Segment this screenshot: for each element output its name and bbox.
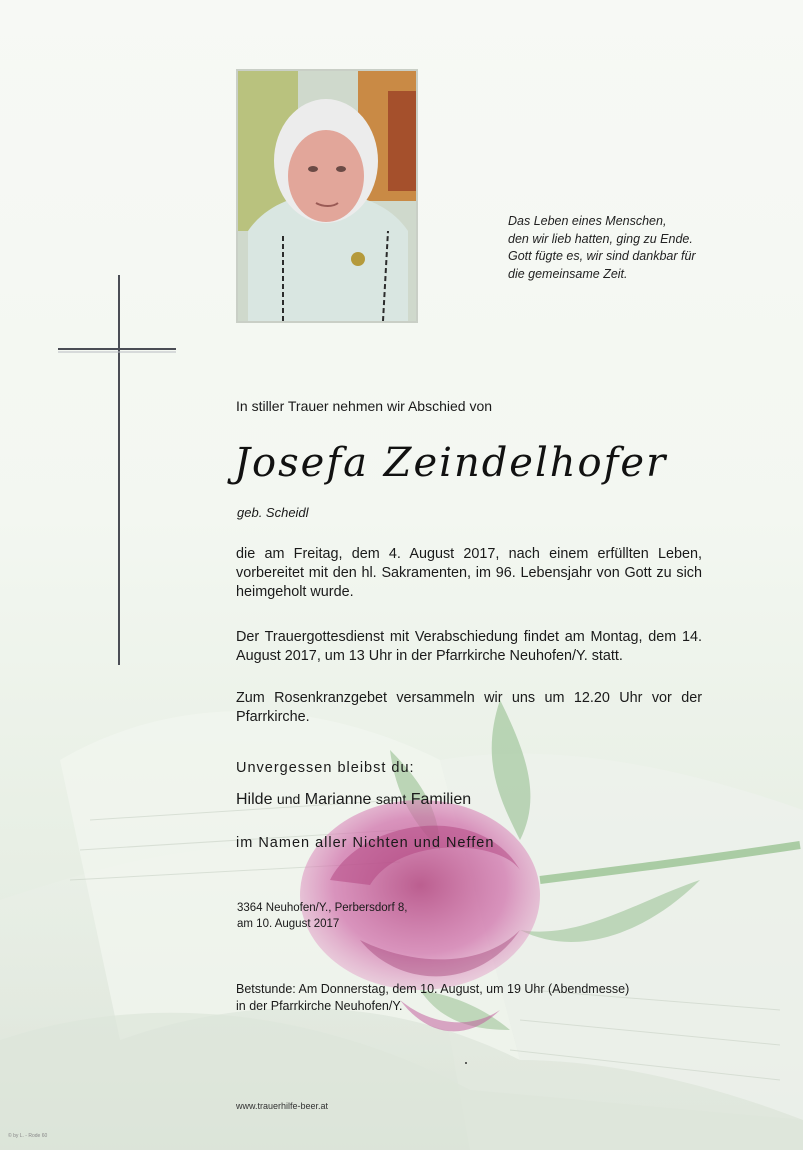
imprint-note: © by L. - Rode 60	[8, 1133, 48, 1139]
prayer-line: Betstunde: Am Donnerstag, dem 10. August, um 19 Uhr (Abendmesse)	[236, 982, 630, 996]
mourners-connector: und	[276, 791, 301, 807]
cross-icon	[58, 275, 178, 665]
intro-text: In stiller Trauer nehmen wir Abschied von	[236, 398, 493, 414]
mourners-families: Familien	[410, 791, 472, 808]
address-block	[237, 900, 408, 932]
maiden-name: geb. Scheidl	[237, 505, 309, 520]
verse-line: den wir lieb hatten, ging zu Ende.	[508, 231, 693, 246]
funeral-service-text: Der Trauergottesdienst mit Verabschiedung findet am Montag, dem 14. August 2017, um 13 Uhr in der Pfarrkirche Neuhofen/Y. statt.	[236, 629, 702, 664]
date-line: am 10. August 2017	[237, 918, 340, 930]
dot-mark	[465, 1062, 467, 1064]
memorial-verse	[508, 213, 748, 283]
relatives-line: im Namen aller Nichten und Neffen	[236, 835, 495, 851]
mourners-connector: samt	[375, 791, 407, 807]
prayer-hour-block	[236, 981, 629, 1015]
rosary-text: Zum Rosenkranzgebet versammeln wir uns um 12.20 Uhr vor der Pfarrkirche.	[236, 690, 702, 725]
portrait-photo	[236, 69, 418, 323]
unvergessen-heading: Unvergessen bleibst du:	[236, 760, 415, 776]
mourners-line	[236, 791, 471, 809]
website-link[interactable]: www.trauerhilfe-beer.at	[236, 1101, 329, 1111]
address-line: 3364 Neuhofen/Y., Perbersdorf 8,	[237, 902, 408, 914]
mourner-name: Hilde	[236, 791, 273, 808]
mourner-name: Marianne	[304, 791, 372, 808]
verse-line: die gemeinsame Zeit.	[508, 266, 628, 281]
verse-line: Das Leben eines Menschen,	[508, 214, 667, 228]
verse-line: Gott fügte es, wir sind dankbar für	[508, 249, 696, 263]
death-announcement: die am Freitag, dem 4. August 2017, nach einem erfüllten Leben, vorbereitet mit den hl. Sakramenten, im 96. Lebensjahr von Gott zu sich heimgeholt wurde.	[236, 546, 702, 600]
prayer-line: in der Pfarrkirche Neuhofen/Y.	[236, 999, 403, 1013]
deceased-name: Josefa Zeindelhofer	[234, 440, 668, 486]
